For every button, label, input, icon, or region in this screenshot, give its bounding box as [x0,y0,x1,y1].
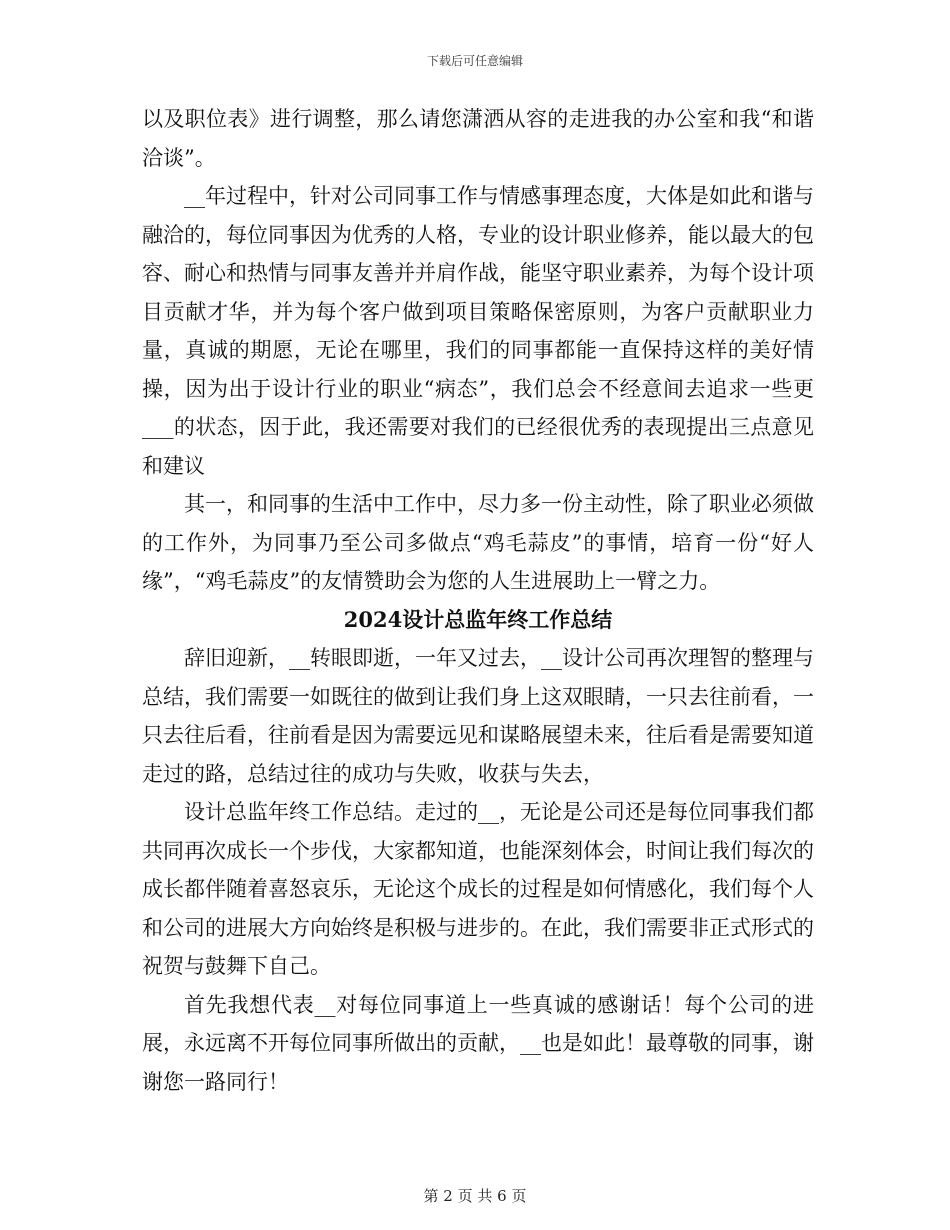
paragraph: 辞旧迎新，__转眼即逝，一年又过去，__设计公司再次理智的整理与总结，我们需要一如既往的做到让我们身上这双眼睛，一只去往前看，一只去往后看，往前看是因为需要远见和谋略展望未来，往后看是需要知道走过的路，总结过往的成功与失败，收获与失去， [142,646,814,786]
page-footer: 第 2 页 共 6 页 [423,1187,527,1205]
paragraph: 设计总监年终工作总结。走过的__，无论是公司还是每位同事我们都共同再次成长一个步伐，大家都知道，也能深刻体会，时间让我们每次的成长都伴随着喜怒哀乐，无论这个成长的过程是如何情感化，我们每个人和公司的进展大方向始终是积极与进步的。在此，我们需要非正式形式的祝贺与鼓舞下自己。 [142,800,814,978]
document-body [142,100,814,1101]
page-header: 下载后可任意编辑 [426,54,523,68]
paragraph-continued: 以及职位表》进行调整，那么请您潇洒从容的走进我的办公室和我“和谐洽谈”。 [142,107,814,170]
paragraph: 其一，和同事的生活中工作中，尽力多一份主动性，除了职业必须做的工作外，为同事乃至公司多做点“鸡毛蒜皮”的事情，培育一份“好人缘”，“鸡毛蒜皮”的友情赞助会为您的人生进展助上一臂之力。 [142,492,814,593]
section-title: 2024设计总监年终工作总结 [343,606,613,632]
paragraph: __年过程中，针对公司同事工作与情感事理态度，大体是如此和谐与融洽的，每位同事因为优秀的人格，专业的设计职业修养，能以最大的包容、耐心和热情与同事友善并并肩作战，能坚守职业素养，为每个设计项目贡献才华，并为每个客户做到项目策略保密原则，为客户贡献职业力量，真诚的期愿，无论在哪里，我们的同事都能一直保持这样的美好情操，因为出于设计行业的职业“病态”，我们总会不经意间去追求一些更___的状态，因于此，我还需要对我们的已经很优秀的表现提出三点意见和建议 [142,184,814,478]
paragraph: 首先我想代表__对每位同事道上一些真诚的感谢话！每个公司的进展，永远离不开每位同事所做出的贡献，__也是如此！最尊敬的同事，谢谢您一路同行！ [142,992,814,1094]
